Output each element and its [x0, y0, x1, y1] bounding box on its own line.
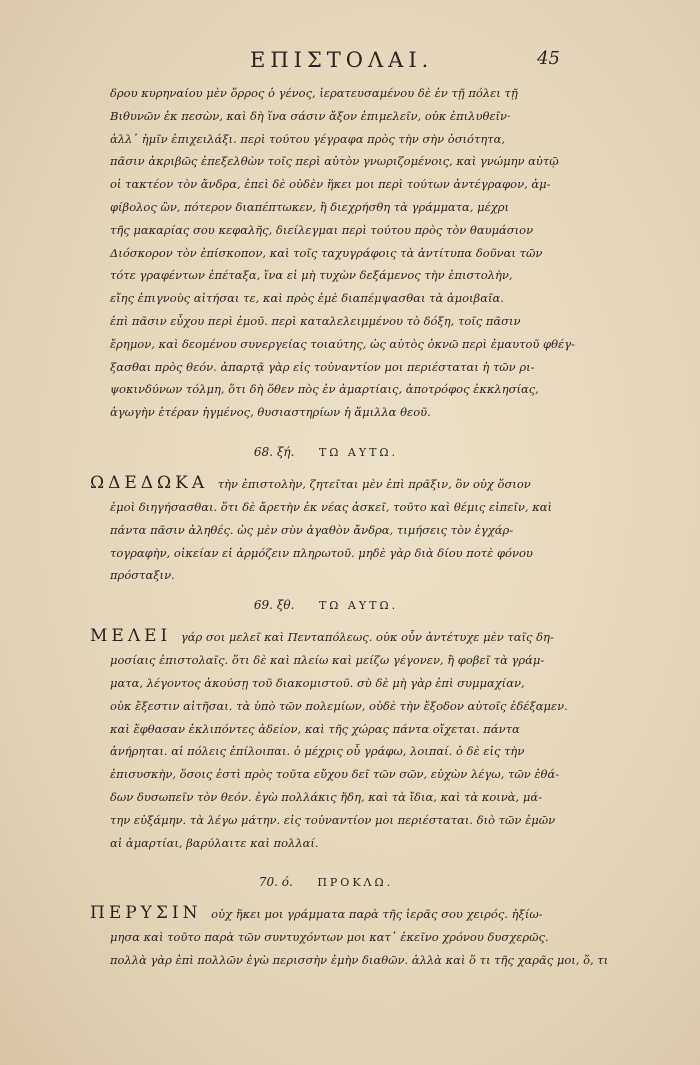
running-head — [0, 48, 700, 78]
letter-opening-line — [90, 470, 542, 496]
letter-68 — [90, 470, 553, 587]
text-line: δρου κυρηναίου μὲν ὅρρος ὁ γένος, ἱερατευσαμένου δὲ ἐν τῇ πόλει τῇ — [110, 86, 518, 100]
opening-text: γάρ σοι μελεῖ καὶ Πενταπόλεως. οὐκ οὖν ἀντέτυχε μὲν ταῖς δη- — [180, 630, 554, 645]
text-line: ἐπὶ πᾶσιν εὖχου περὶ ἐμοῦ. περὶ καταλελειμμένου τὸ δόξη, τοῖς πᾶσιν — [110, 313, 521, 328]
text-line: Διόσκορον τὸν ἐπίσκοπον, καὶ τοῖς ταχυγράφοις τὰ ἀντίτυπα δοῦναι τῶν — [110, 245, 543, 260]
letter-heading — [110, 864, 542, 900]
letter-title: ΠΡΟΚΛΩ. — [317, 876, 394, 890]
text-line: Βιθυνῶν ἐκ πεσὼν, καὶ δὴ ἵνα σάσιν ἄξον ἐπιμελεῖν, οὐκ ἐπιλυθεῖν· — [110, 108, 511, 123]
letter-title: ΤΩ ΑΥΤΩ. — [318, 445, 399, 459]
text-line: καὶ ἔφθασαν ἐκλιπόντες ἀδείον, καὶ τῆς χώρας πάντα οἴχεται. πάντα — [110, 721, 520, 736]
text-line: οἱ τακτέον τὸν ἄνδρα, ἐπεὶ δὲ οὐδὲν ἥκει μοι περὶ τούτων ἀντέγραφον, ἀμ- — [110, 177, 551, 192]
page-number: 45 — [537, 48, 560, 69]
text-line: ψοκινδύνων τόλμη, ὅτι δὴ ὅθεν πὸς ἐν ἁμαρτίαις, ἀποτρόφος ἐκκλησίας, — [110, 382, 539, 397]
text-line: δων δυσωπεῖν τὸν θεόν. ἐγὼ πολλάκις ἤδη, καὶ τὰ ἴδια, καὶ τὰ κοινὰ, μά- — [110, 789, 542, 804]
letter-number: 70. ό. — [258, 875, 293, 890]
text-line: την εὐξάμην. τὰ λέγω μάτην. εἰς τοὐναντίον μοι περιέσταται. διὸ τῶν ἐμῶν — [110, 812, 556, 827]
text-line: ματα, λέγοντος ἀκούσῃ τοῦ διακομιστοῦ. σὺ δὲ μὴ γὰρ ἐπὶ συμμαχίαν, — [110, 675, 525, 690]
body-text — [90, 82, 609, 972]
opening-word: ΩΔΕΔΩΚΑ — [90, 472, 209, 493]
text-line: ξασθαι πρὸς θεόν. ἀπαρτᾷ γὰρ εἰς τοὐναντίον μοι περιέσταται ἡ τῶν ρι- — [110, 359, 535, 374]
text-line: πρόσταξιν. — [110, 568, 175, 583]
text-line: μοσίαις ἐπιστολαῖς. ὅτι δὲ καὶ πλείω καὶ μείζω γέγονεν, ἢ φοβεῖ τὰ γράμ- — [110, 653, 545, 668]
text-line: αἱ ἁμαρτίαι, βαρύλαιτε καὶ πολλαί. — [110, 835, 319, 850]
text-line: τότε γραφέντων ἐπέταξα, ἵνα εἰ μὴ τυχὼν δεξάμενος τὴν ἐπιστολὴν, — [110, 268, 513, 283]
text-line: ἔρημον, καὶ δεομένου συνεργείας τοιαύτης, ὡς αὐτὸς ὀκνῶ περὶ ἐμαυτοῦ φθέγ- — [110, 336, 575, 351]
letter-opening-line — [90, 623, 554, 649]
text-line: οὐκ ἔξεστιν αἰτῆσαι. τὰ ὑπὸ τῶν πολεμίων, οὐδὲ τὴν ἔξοδον αὐτοῖς ἐδέξαμεν. — [110, 698, 568, 713]
text-line: πᾶσιν ἀκριβῶς ἐπεξελθὼν τοῖς περὶ αὐτὸν γνωριζομένοις, καὶ γνώμην αὐτῷ — [110, 154, 559, 169]
text-line: φίβολος ὢν, πότερον διαπέπτωκεν, ἢ διεχρήσθη τὰ γράμματα, μέχρι — [110, 199, 510, 214]
opening-word: ΠΕΡΥΣΙΝ — [90, 903, 202, 924]
letter-69 — [90, 623, 568, 854]
text-line: ἐπισυσκὴν, ὅσοις ἐστὶ πρὸς τοῦτα εὔχου δεῖ τῶν σῶν, εὐχὼν λέγω, τῶν ἐθά- — [110, 767, 560, 782]
letter-heading — [110, 587, 542, 623]
text-line: ἐμοὶ διηγήσασθαι. ὅτι δὲ ἄρετὴν ἐκ νέας ἀσκεῖ, τοῦτο καὶ θέμις εἰπεῖν, καὶ — [110, 499, 553, 514]
opening-text: οὐχ ἥκει μοι γράμματα παρὰ τῆς ἱερᾶς σου χειρός. ἠξίω- — [211, 907, 543, 922]
letter-70 — [90, 900, 609, 972]
letter-heading — [110, 434, 542, 470]
opening-text: τὴν ἐπιστολὴν, ζητεῖται μὲν ἐπὶ πρᾶξιν, ὃν οὐχ ὅσιον — [217, 476, 531, 491]
running-title: ΕΠΙΣΤΟΛΑΙ. — [250, 48, 434, 72]
letter-opening-line — [90, 900, 543, 926]
text-line: πάντα πᾶσιν ἀληθές. ὡς μὲν σὺν ἀγαθὸν ἄνδρα, τιμήσεις τὸν ἐγχάρ- — [110, 522, 514, 537]
letter-number: 68. ξή. — [253, 444, 295, 459]
text-line: ἀνήρηται. αἱ πόλεις ἐπίλοιπαι. ὁ μέχρις οὗ γράφω, λοιπαί. ὁ δὲ εἰς τὴν — [110, 744, 525, 759]
opening-word: ΜΕΛΕΙ — [90, 626, 172, 647]
text-line: ἀλλ᾽ ἡμῖν ἐπιχειλάξι. περὶ τούτου γέγραφα πρὸς τὴν σὴν ὁσιότητα, — [110, 131, 506, 146]
letter-continued — [110, 82, 575, 424]
text-line: τογραφὴν, οἰκείαν εἰ ἀρμόζειν πληρωτοῦ. μηδὲ γὰρ διὰ δίου ποτὲ φόνου — [110, 545, 533, 560]
text-line: ἀγωγὴν ἑτέραν ἡγμένος, θυσιαστηρίων ἡ ἅμιλλα θεοῦ. — [110, 405, 431, 420]
text-line: πολλὰ γὰρ ἐπὶ πολλῶν ἐγὼ περισσὴν ἐμὴν διαθῶν. ἀλλὰ καὶ ὅ τι τῆς χαρᾶς μοι, ὅ, τι — [110, 953, 609, 968]
text-line: εἴης ἐπιγνοὺς αἰτήσαι τε, καὶ πρὸς ἐμὲ διαπέμψασθαι τὰ ἀμοιβαῖα. — [110, 291, 504, 306]
letter-number: 69. ξθ. — [253, 598, 295, 613]
text-line: τῆς μακαρίας σου κεφαλῆς, διείλεγμαι περὶ τούτου πρὸς τὸν θαυμάσιον — [110, 222, 534, 237]
text-line: μησα καὶ τοῦτο παρὰ τῶν συντυχόντων μοι κατ᾽ ἐκεῖνο χρόνου δυσχερῶς. — [110, 930, 549, 945]
letter-title: ΤΩ ΑΥΤΩ. — [318, 599, 399, 613]
